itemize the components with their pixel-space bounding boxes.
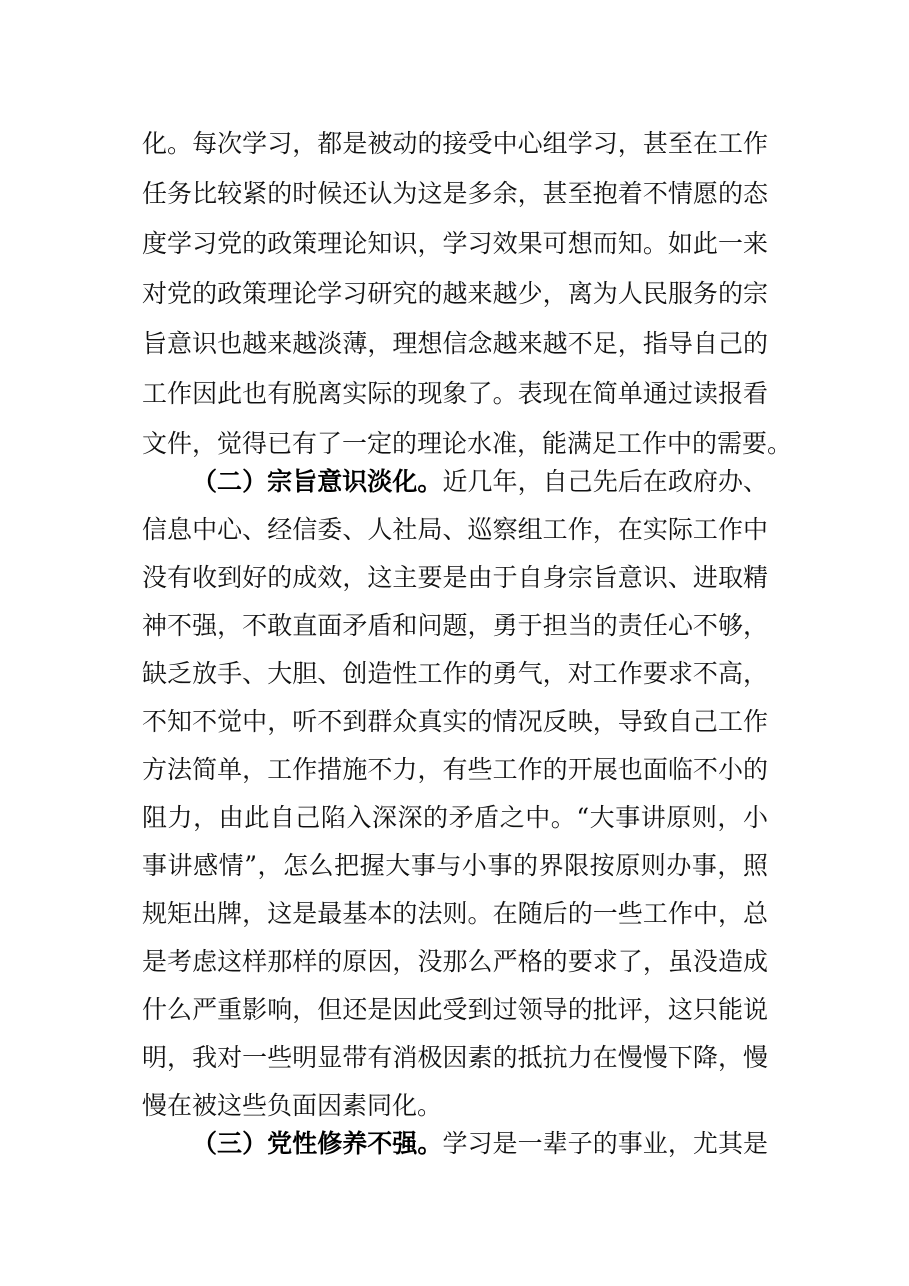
paragraph-2-line-11: 是考虑这样那样的原因，没那么严格的要求了，虽没造成	[142, 947, 768, 976]
section-heading-2: （二）宗旨意识淡化。	[192, 467, 443, 496]
paragraph-1-line-3: 度学习党的政策理论知识，学习效果可想而知。如此一来	[142, 229, 768, 258]
paragraph-2-line-14: 慢在被这些负面因素同化。	[142, 1091, 443, 1120]
paragraph-2-line-1-text: 近几年，自己先后在政府办、	[442, 467, 768, 496]
paragraph-1-line-2: 任务比较紧的时候还认为这是多余，甚至抱着不情愿的态	[142, 179, 768, 208]
paragraph-2-line-5: 缺乏放手、大胆、创造性工作的勇气，对工作要求不高，	[142, 659, 768, 688]
paragraph-2-first-line	[192, 462, 768, 502]
paragraph-1-line-4: 对党的政策理论学习研究的越来越少，离为人民服务的宗	[142, 279, 768, 308]
paragraph-3-line-1-text: 学习是一辈子的事业，尤其是	[442, 1129, 768, 1158]
paragraph-1-line-1: 化。每次学习，都是被动的接受中心组学习，甚至在工作	[142, 129, 768, 158]
paragraph-2-line-9: 事讲感情”，怎么把握大事与小事的界限按原则办事，照	[142, 851, 768, 880]
paragraph-2-line-10: 规矩出牌，这是最基本的法则。在随后的一些工作中，总	[142, 899, 768, 928]
paragraph-2-line-13: 明，我对一些明显带有消极因素的抵抗力在慢慢下降，慢	[142, 1043, 768, 1072]
paragraph-2-line-6: 不知不觉中，听不到群众真实的情况反映，导致自己工作	[142, 707, 768, 736]
paragraph-2-line-7: 方法简单，工作措施不力，有些工作的开展也面临不小的	[142, 755, 768, 784]
paragraph-2-line-2: 信息中心、经信委、人社局、巡察组工作，在实际工作中	[142, 515, 768, 544]
paragraph-2-line-3: 没有收到好的成效，这主要是由于自身宗旨意识、进取精	[142, 563, 768, 592]
paragraph-2-line-12: 什么严重影响，但还是因此受到过领导的批评，这只能说	[142, 995, 768, 1024]
paragraph-2-line-4: 神不强，不敢直面矛盾和问题，勇于担当的责任心不够，	[142, 611, 768, 640]
paragraph-3-first-line	[192, 1124, 768, 1164]
paragraph-2-line-8: 阻力，由此自己陷入深深的矛盾之中。“大事讲原则，小	[142, 803, 768, 832]
paragraph-1-line-5: 旨意识也越来越淡薄，理想信念越来越不足，指导自己的	[142, 329, 768, 358]
paragraph-1-line-7: 文件，觉得已有了一定的理论水准，能满足工作中的需要。	[142, 429, 793, 458]
section-heading-3: （三）党性修养不强。	[192, 1129, 443, 1158]
paragraph-1-line-6: 工作因此也有脱离实际的现象了。表现在简单通过读报看	[142, 379, 768, 408]
